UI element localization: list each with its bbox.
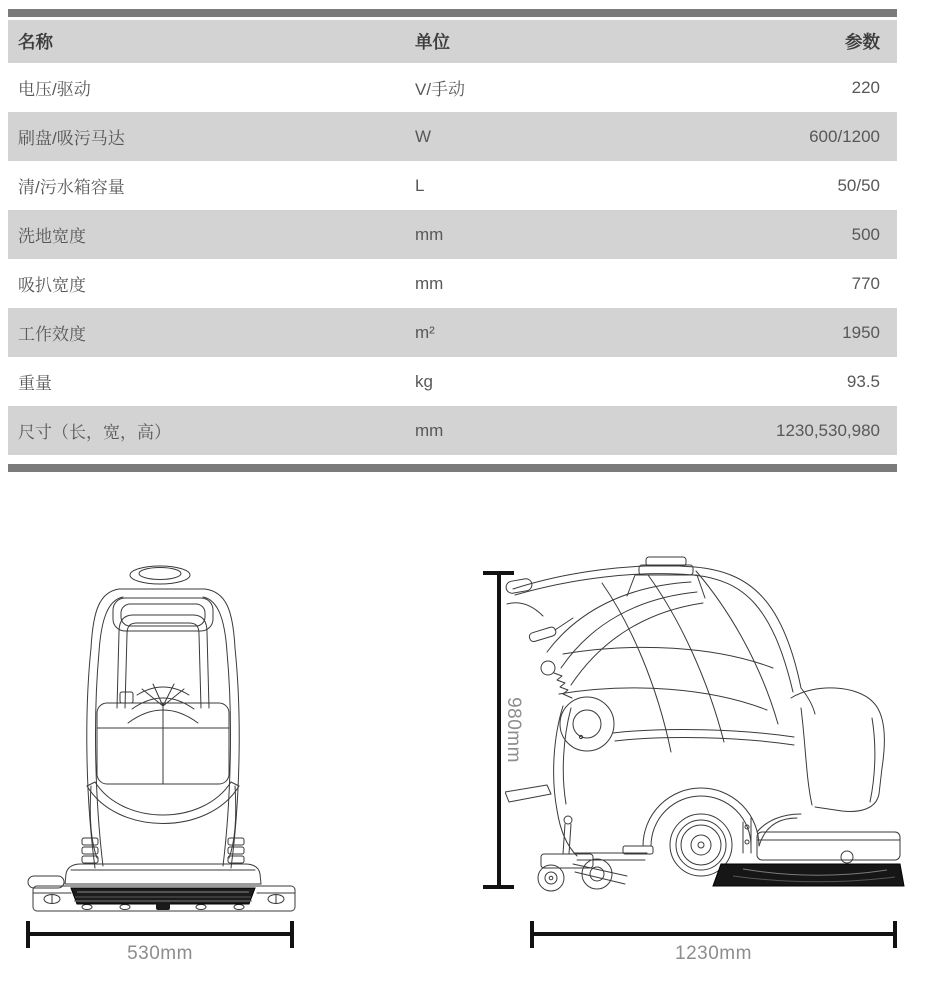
- width-dim-line: [28, 932, 292, 936]
- spec-unit-cell: kg: [415, 371, 433, 391]
- spec-value-cell: 600/1200: [809, 126, 880, 146]
- height-dim-line: [497, 573, 501, 887]
- side-machine-body: [505, 557, 900, 891]
- length-dim-label: 1230mm: [675, 943, 752, 964]
- header-unit: 单位: [415, 32, 450, 52]
- table-row: [8, 210, 897, 259]
- spec-value-cell: 500: [851, 224, 880, 244]
- spec-value-cell: 93.5: [846, 371, 880, 391]
- length-dim-line: [532, 932, 894, 936]
- spec-name-cell: 刷盘/吸污马达: [18, 129, 125, 148]
- spec-name-cell: 吸扒宽度: [18, 276, 86, 295]
- side-view-drawing: [505, 556, 905, 906]
- spec-value-cell: 1230,530,980: [776, 420, 880, 440]
- table-row: [8, 259, 897, 308]
- spec-value-cell: 770: [851, 273, 880, 293]
- spec-name-cell: 电压/驱动: [18, 80, 91, 99]
- table-row: [8, 112, 897, 161]
- spec-unit-cell: mm: [415, 273, 444, 293]
- front-view-drawing: [25, 556, 305, 926]
- spec-unit-cell: m²: [415, 322, 435, 342]
- spec-name-cell: 尺寸（长，宽，高）: [18, 423, 171, 442]
- spec-unit-cell: mm: [415, 420, 444, 440]
- spec-name-cell: 洗地宽度: [18, 227, 86, 246]
- top-accent-bar: [8, 9, 897, 17]
- table-row: [8, 406, 897, 455]
- table-row: [8, 308, 897, 357]
- front-machine-body: [28, 566, 295, 911]
- front-brush-strip: [71, 888, 255, 910]
- spec-unit-cell: V/手动: [415, 80, 466, 99]
- height-dim-label: 980mm: [503, 697, 524, 763]
- side-brush-strip: [713, 864, 904, 886]
- spec-unit-cell: W: [415, 126, 432, 146]
- table-row: [8, 161, 897, 210]
- spec-name-cell: 重量: [18, 374, 52, 393]
- spec-value-cell: 220: [851, 77, 880, 97]
- spec-value-cell: 50/50: [837, 175, 880, 195]
- header-name: 名称: [18, 32, 53, 52]
- spec-name-cell: 清/污水箱容量: [18, 178, 125, 197]
- table-header-row: [8, 20, 897, 63]
- spec-value-cell: 1950: [842, 322, 880, 342]
- table-row: [8, 357, 897, 406]
- width-dim-label: 530mm: [127, 943, 193, 964]
- spec-unit-cell: mm: [415, 224, 444, 244]
- table-row: [8, 63, 897, 112]
- spec-name-cell: 工作效度: [18, 325, 86, 344]
- bottom-accent-bar: [8, 464, 897, 472]
- spec-table: [8, 20, 897, 455]
- spec-unit-cell: L: [415, 175, 425, 195]
- height-dim-bottom-tick: [483, 885, 514, 889]
- header-value: 参数: [845, 32, 880, 52]
